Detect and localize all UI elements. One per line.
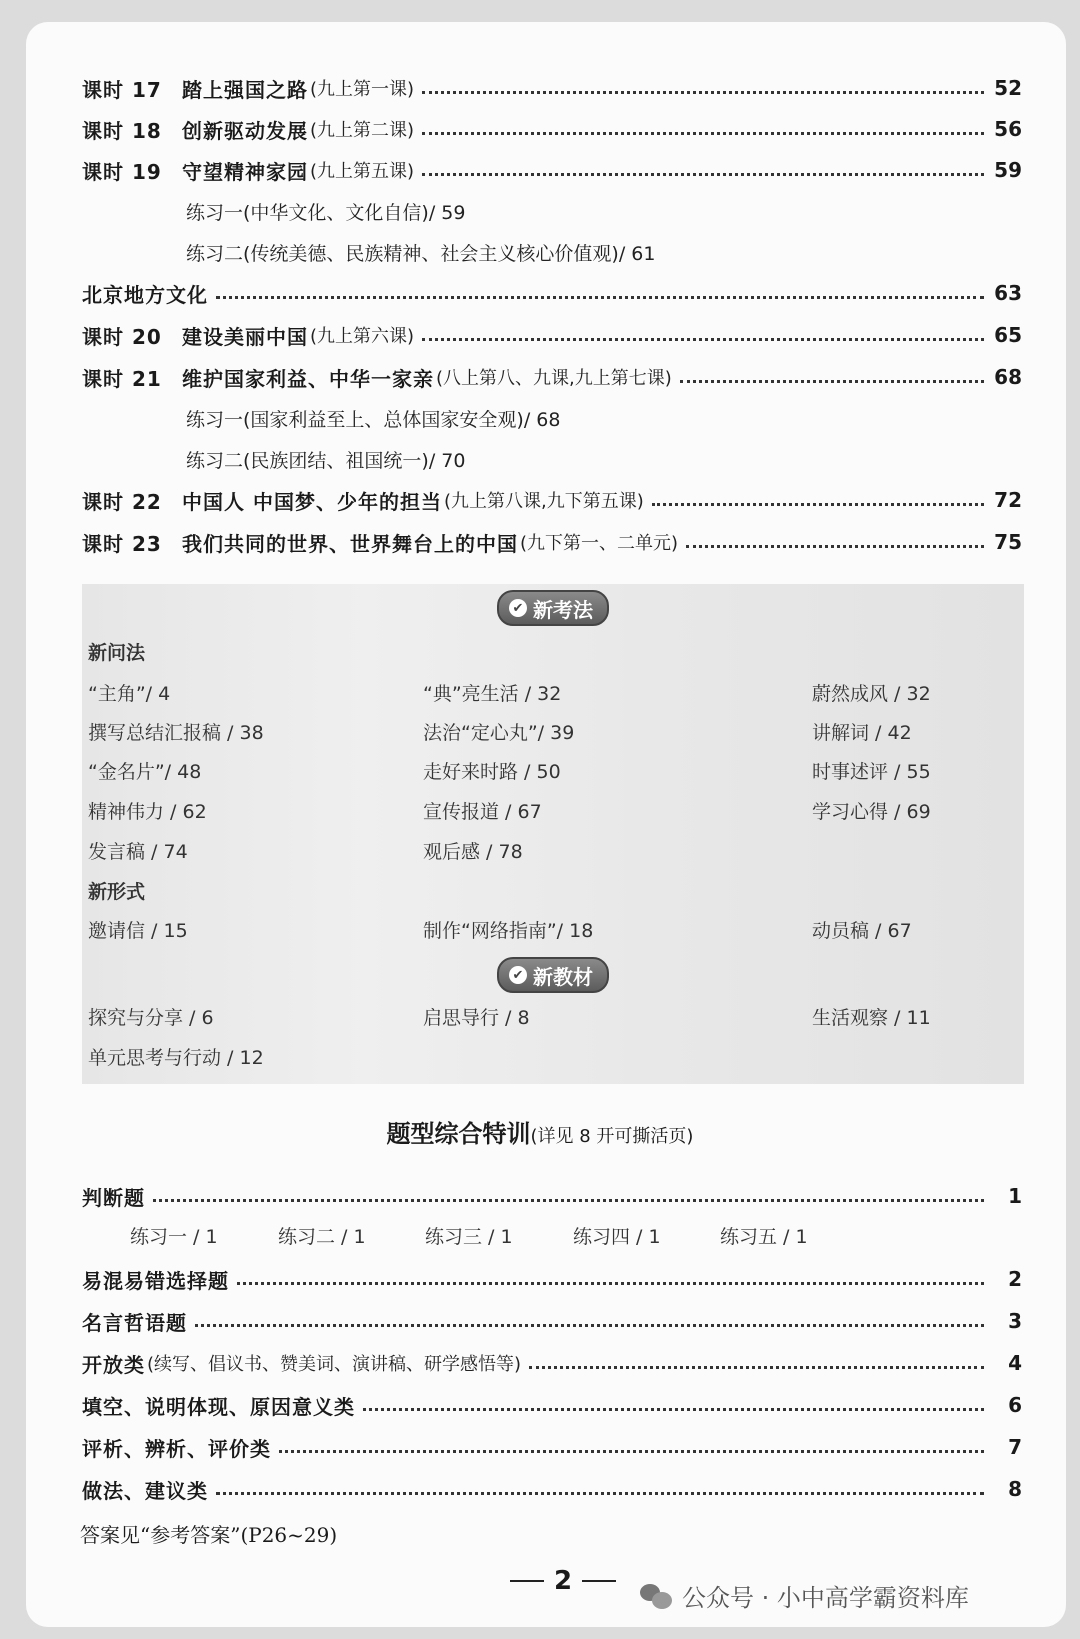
toc-row-quotes[interactable] [82, 1301, 1022, 1341]
toc-sub-item[interactable]: 练习二(传统美德、民族精神、社会主义核心价值观)/ 61 [186, 242, 656, 265]
page-number: 56 [994, 117, 1022, 141]
feature-item[interactable]: 讲解词 / 42 [812, 722, 912, 744]
page-number-text: 2 [554, 1566, 573, 1596]
page-number: 6 [1008, 1393, 1022, 1417]
toc-row-lesson-20[interactable] [82, 315, 1022, 355]
toc-row-fill[interactable] [82, 1385, 1022, 1425]
lesson-title: 守望精神家园 [182, 159, 308, 184]
leader-dots [153, 1197, 984, 1202]
section-title: 名言哲语题 [82, 1310, 187, 1335]
toc-sub-item[interactable]: 练习一(中华文化、文化自信)/ 59 [186, 201, 466, 224]
toc-row-judgment[interactable] [82, 1176, 1022, 1216]
practice-item[interactable]: 练习二 / 1 [278, 1226, 366, 1248]
feature-item[interactable]: 邀请信 / 15 [88, 920, 188, 942]
page-number: 52 [994, 76, 1022, 100]
lesson-number: 课时 23 [82, 531, 162, 556]
feature-item[interactable]: “主角”/ 4 [88, 683, 171, 705]
leader-dots [363, 1406, 984, 1411]
toc-row-lesson-22[interactable] [82, 480, 1022, 520]
feature-item[interactable]: 发言稿 / 74 [88, 841, 188, 863]
toc-row-lesson-23[interactable] [82, 522, 1022, 562]
check-icon: ✔ [509, 599, 527, 617]
feature-item[interactable]: 蔚然成风 / 32 [812, 683, 931, 705]
leader-dots [216, 294, 984, 299]
feature-item[interactable]: 动员稿 / 67 [812, 920, 912, 942]
feature-item[interactable]: 学习心得 / 69 [812, 801, 931, 823]
leader-dots [686, 543, 984, 548]
lesson-number: 课时 18 [82, 118, 162, 143]
lesson-number: 课时 21 [82, 366, 162, 391]
leader-dots [680, 378, 984, 383]
page-number: 68 [994, 365, 1022, 389]
lesson-title: 我们共同的世界、世界舞台上的中国 [182, 531, 518, 556]
feature-item[interactable]: “典”亮生活 / 32 [423, 683, 562, 705]
feature-item[interactable]: 宣传报道 / 67 [423, 801, 542, 823]
lesson-note: (九上第八课,九下第五课) [443, 491, 644, 512]
toc-sub-item[interactable]: 练习一(国家利益至上、总体国家安全观)/ 68 [186, 408, 561, 431]
page-number: 72 [994, 488, 1022, 512]
leader-dots [279, 1448, 984, 1453]
leader-dots [422, 130, 984, 135]
special-training-heading [0, 1114, 1080, 1149]
practice-item[interactable]: 练习五 / 1 [720, 1226, 808, 1248]
feature-item[interactable]: 撰写总结汇报稿 / 38 [88, 722, 264, 744]
practice-item[interactable]: 练习三 / 1 [425, 1226, 513, 1248]
page-number: 65 [994, 323, 1022, 347]
lesson-note: (九上第一课) [310, 79, 415, 100]
new-material-badge [497, 957, 609, 993]
lesson-number: 课时 17 [82, 77, 162, 102]
leader-dots [422, 89, 984, 94]
section-title: 开放类 [82, 1352, 145, 1377]
lesson-title: 建设美丽中国 [182, 324, 308, 349]
lesson-title: 维护国家利益、中华一家亲 [182, 366, 434, 391]
toc-row-beijing[interactable] [82, 273, 1022, 313]
answer-note: 答案见“参考答案”(P26~29) [80, 1523, 338, 1547]
section-title: 评析、辨析、评价类 [82, 1436, 271, 1461]
feature-item[interactable]: 探究与分享 / 6 [88, 1007, 214, 1029]
badge-label: 新教材 [533, 964, 593, 989]
leader-dots [237, 1280, 984, 1285]
category-label: 新问法 [88, 642, 146, 664]
lesson-note: (九下第一、二单元) [520, 533, 679, 554]
lesson-number: 课时 19 [82, 159, 162, 184]
toc-row-lesson-19[interactable] [82, 150, 1022, 190]
badge-label: 新考法 [533, 597, 593, 622]
section-title: 判断题 [82, 1185, 145, 1210]
page-number: 3 [1008, 1309, 1022, 1333]
toc-row-analysis[interactable] [82, 1427, 1022, 1467]
toc-row-confusing-choice[interactable] [82, 1259, 1022, 1299]
practice-item[interactable]: 练习四 / 1 [573, 1226, 661, 1248]
check-icon: ✔ [509, 966, 527, 984]
feature-item[interactable]: 法治“定心丸”/ 39 [423, 722, 575, 744]
lesson-note: (九上第五课) [310, 161, 415, 182]
section-note: (续写、倡议书、赞美词、演讲稿、研学感悟等) [147, 1354, 522, 1375]
page-number: 2 [1008, 1267, 1022, 1291]
feature-item[interactable]: 走好来时路 / 50 [423, 761, 561, 783]
category-label: 新形式 [88, 881, 146, 903]
watermark-text: 公众号 · 小中高学霸资料库 [682, 1584, 969, 1612]
leader-dots [195, 1322, 984, 1327]
toc-row-lesson-21[interactable] [82, 357, 1022, 397]
page-number: 75 [994, 530, 1022, 554]
toc-row-lesson-18[interactable] [82, 109, 1022, 149]
heading-text: 题型综合特训 [386, 1120, 531, 1148]
feature-item[interactable]: 观后感 / 78 [423, 841, 523, 863]
lesson-note: (九上第六课) [310, 326, 415, 347]
lesson-title: 踏上强国之路 [182, 77, 308, 102]
page-number: 7 [1008, 1435, 1022, 1459]
watermark [640, 1578, 969, 1613]
section-title: 做法、建议类 [82, 1478, 208, 1503]
feature-item[interactable]: 生活观察 / 11 [812, 1007, 931, 1029]
leader-dots [422, 171, 984, 176]
leader-dots [216, 1490, 984, 1495]
toc-sub-item[interactable]: 练习二(民族团结、祖国统一)/ 70 [186, 449, 466, 472]
page-number: 4 [1008, 1351, 1022, 1375]
toc-row-suggestion[interactable] [82, 1469, 1022, 1509]
lesson-number: 课时 20 [82, 324, 162, 349]
dash-decoration [510, 1580, 544, 1582]
feature-item[interactable]: 制作“网络指南”/ 18 [423, 920, 594, 942]
page-number: 8 [1008, 1477, 1022, 1501]
feature-item[interactable]: “金名片”/ 48 [88, 761, 202, 783]
feature-item[interactable]: 精神伟力 / 62 [88, 801, 207, 823]
new-exam-badge [497, 590, 609, 626]
section-title: 易混易错选择题 [82, 1268, 229, 1293]
section-title: 北京地方文化 [82, 282, 208, 307]
lesson-title: 中国人 中国梦、少年的担当 [182, 489, 442, 514]
page-number: 59 [994, 158, 1022, 182]
lesson-number: 课时 22 [82, 489, 162, 514]
leader-dots [422, 336, 984, 341]
practice-item[interactable]: 练习一 / 1 [130, 1226, 218, 1248]
footer-page-number [500, 1566, 626, 1596]
wechat-icon [640, 1582, 674, 1610]
page-number: 63 [994, 281, 1022, 305]
leader-dots [652, 501, 984, 506]
feature-item[interactable]: 启思导行 / 8 [423, 1007, 530, 1029]
dash-decoration [582, 1580, 616, 1582]
feature-item[interactable]: 时事述评 / 55 [812, 761, 931, 783]
toc-row-open[interactable] [82, 1343, 1022, 1383]
page-number: 1 [1008, 1184, 1022, 1208]
lesson-title: 创新驱动发展 [182, 118, 308, 143]
feature-item[interactable]: 单元思考与行动 / 12 [88, 1047, 264, 1069]
leader-dots [529, 1364, 984, 1369]
toc-row-lesson-17[interactable] [82, 68, 1022, 108]
section-title: 填空、说明体现、原因意义类 [82, 1394, 355, 1419]
lesson-note: (九上第二课) [310, 120, 415, 141]
heading-note: (详见 8 开可撕活页) [530, 1126, 694, 1147]
lesson-note: (八上第八、九课,九上第七课) [436, 368, 672, 389]
